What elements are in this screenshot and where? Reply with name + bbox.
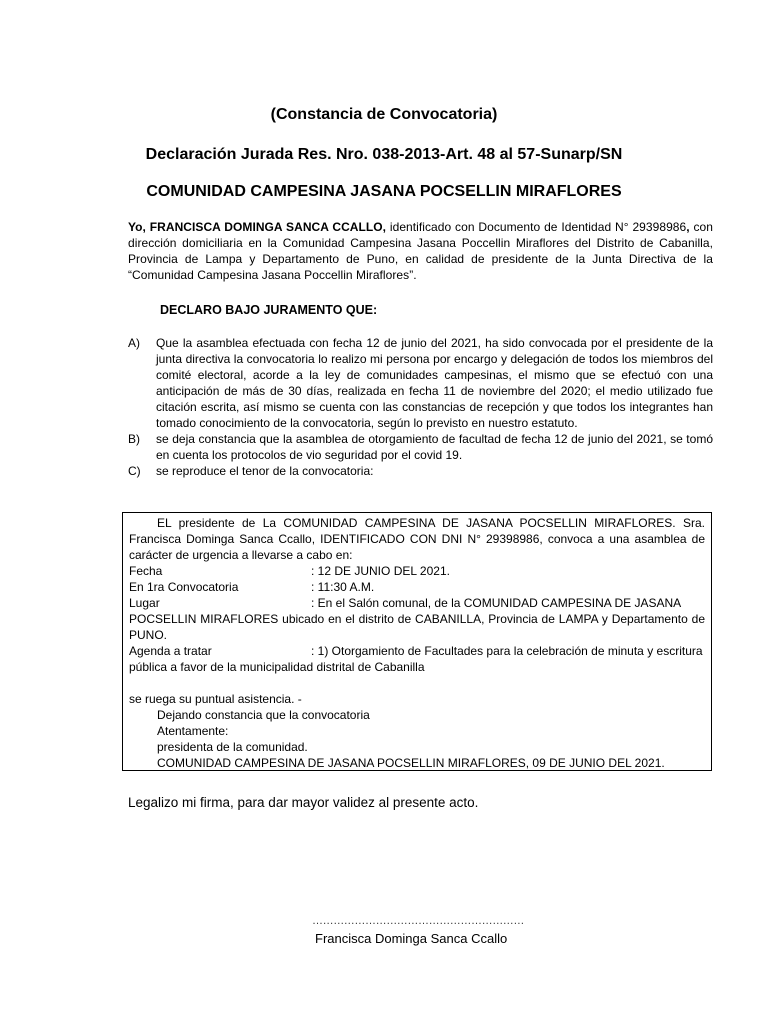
list-marker: A) (128, 336, 140, 350)
declaration-list (128, 335, 713, 479)
intro-comma: , (686, 220, 690, 234)
lugar-row (129, 595, 705, 611)
declaration-heading: DECLARO BAJO JURAMENTO QUE: (160, 303, 378, 317)
fecha-row (129, 563, 705, 579)
list-item-text: se reproduce el tenor de la convocatoria: (156, 464, 374, 478)
presidenta-text: presidenta de la comunidad. (157, 740, 308, 754)
lugar-value: : En el Salón comunal, de la COMUNIDAD CAMPESINA DE JASANA (311, 596, 682, 610)
list-item (128, 431, 713, 463)
list-item (128, 335, 713, 431)
signature-name: Francisca Dominga Sanca Ccallo (315, 931, 508, 946)
convocatoria-box (122, 512, 712, 771)
convocatoria-row (129, 579, 705, 595)
dejando-text: Dejando constancia que la convocatoria (157, 708, 370, 722)
spacer (129, 675, 705, 691)
legalization-text: Legalizo mi firma, para dar mayor validez al presente acto. (128, 795, 479, 810)
convocatoria-intro-text: EL presidente de La COMUNIDAD CAMPESINA DE JASANA POCSELLIN MIRAFLORES. Sra. Francisca Dominga Sanca Ccallo, IDENTIFICADO CON DNI N° 29398986, convoca a una asamblea de carácter de urgencia a llevarse a cabo en: (129, 516, 705, 562)
document-subtitle: Declaración Jurada Res. Nro. 038-2013-Art. 48 al 57-Sunarp/SN (145, 146, 623, 163)
declarant-name: Yo, FRANCISCA DOMINGA SANCA CCALLO, (128, 220, 387, 234)
community-title: COMUNIDAD CAMPESINA JASANA POCSELLIN MIRAFLORES (146, 183, 622, 200)
atentamente-text: Atentamente: (157, 724, 229, 738)
agenda-continuation: pública a favor de la municipalidad distrital de Cabanilla (129, 660, 425, 674)
lugar-label: Lugar (129, 596, 160, 610)
agenda-label: Agenda a tratar (129, 644, 212, 658)
intro-paragraph (128, 219, 713, 283)
intro-text-1: identificado con Documento de Identidad N° 29398986 (386, 220, 687, 234)
intro-text-2: con dirección domiciliaria en la Comunidad Campesina Jasana Poccellin Miraflores del Distrito de Cabanilla, Provincia de Lampa y Departamento de Puno, en calidad de presidente de la Junta Directiva de la “Comunidad Campesina Jasana Poccellin Miraflores”. (128, 220, 713, 282)
list-item (128, 463, 713, 479)
fecha-value: : 12 DE JUNIO DEL 2021. (311, 564, 450, 578)
list-marker: C) (128, 464, 141, 478)
document-title: (Constancia de Convocatoria) (270, 106, 498, 123)
fecha-label: Fecha (129, 564, 163, 578)
convocatoria-value: : 11:30 A.M. (311, 580, 375, 594)
list-item-text: Que la asamblea efectuada con fecha 12 de junio del 2021, ha sido convocada por el presidente de la junta directiva la convocatoria lo realizo mi persona por encargo y delegación de todos los miembros del comité electoral, acorde a la ley de comunidades campesinas, el mismo que se efectuó con una anticipación de más de 30 días, realizada en fecha 11 de noviembre del 2020; el medio utilizado fue citación escrita, así mismo se cuenta con las constancias de recepción y que todos los integrantes han tomado conocimiento de la convocatoria, según lo previsto en nuestro estatuto. (156, 336, 713, 430)
list-item-text: se deja constancia que la asamblea de otorgamiento de facultad de fecha 12 de junio del 2021, se tomó en cuenta los protocolos de vio seguridad por el covid 19. (156, 432, 713, 462)
convocatoria-label: En 1ra Convocatoria (129, 580, 239, 594)
lugar-continuation: POCSELLIN MIRAFLORES ubicado en el distrito de CABANILLA, Provincia de LAMPA y Departamento de PUNO. (129, 612, 705, 642)
agenda-row (129, 643, 705, 659)
signature-line: …………………………………………………… (312, 915, 525, 927)
closing-text: COMUNIDAD CAMPESINA DE JASANA POCSELLIN MIRAFLORES, 09 DE JUNIO DEL 2021. (157, 756, 665, 770)
ruega-text: se ruega su puntual asistencia. - (129, 692, 302, 706)
list-marker: B) (128, 432, 140, 446)
convocatoria-paragraph (129, 515, 705, 563)
agenda-value: : 1) Otorgamiento de Facultades para la celebración de minuta y escritura (311, 644, 703, 658)
